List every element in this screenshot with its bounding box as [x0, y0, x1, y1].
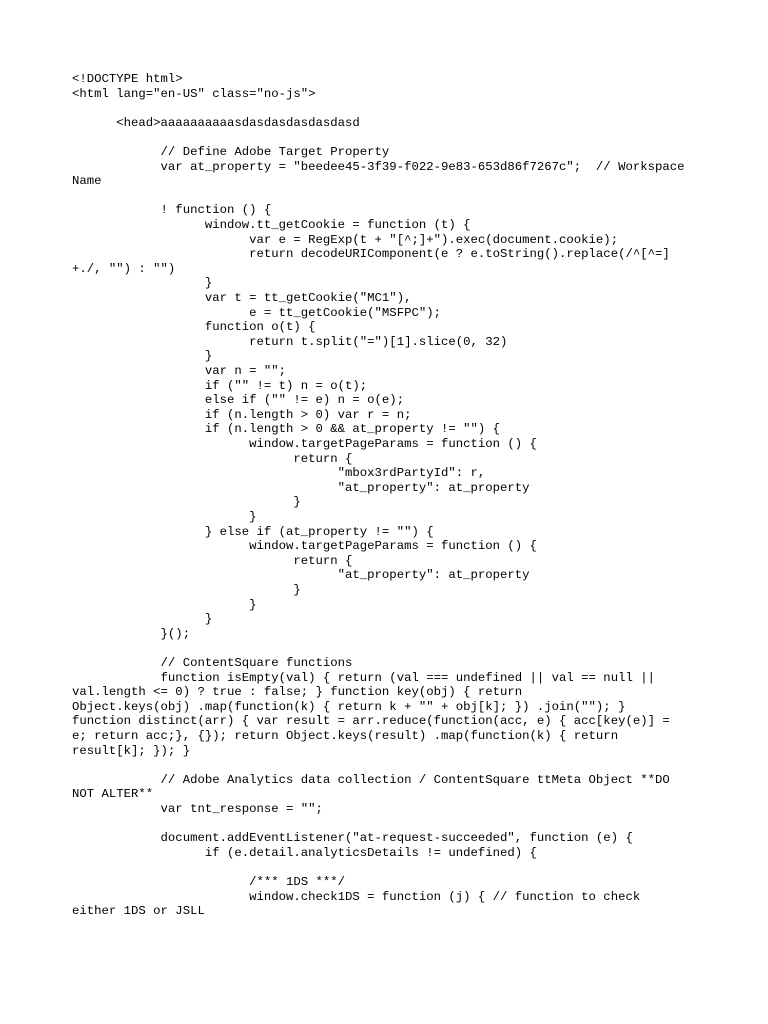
code-line: if (n.length > 0 && at_property != "") {: [72, 422, 501, 437]
code-line: var t = tt_getCookie("MC1"),: [72, 291, 412, 305]
code-line: }: [72, 612, 213, 627]
code-line: <!DOCTYPE html>: [72, 72, 183, 86]
code-line: var n = "";: [72, 364, 287, 378]
code-line: var e = RegExp(t + "[^;]+").exec(document.cookie);: [72, 232, 619, 247]
code-line: NOT ALTER**: [72, 787, 154, 802]
code-line: val.length <= 0) ? true : false; } function key(obj) { return: [72, 685, 523, 700]
code-line: document.addEventListener("at-request-succeeded", function (e) {: [72, 831, 633, 846]
code-line: e; return acc;}, {}); return Object.keys(result) .map(function(k) { return: [72, 729, 619, 743]
code-line: }();: [72, 626, 191, 641]
code-line: window.targetPageParams = function () {: [72, 539, 537, 554]
code-line: ! function () {: [72, 203, 272, 218]
code-line: }: [72, 510, 257, 524]
code-line: Name: [72, 174, 102, 189]
code-line: window.tt_getCookie = function (t) {: [72, 218, 471, 232]
code-line: // Define Adobe Target Property: [72, 145, 390, 159]
code-line: return t.split("=")[1].slice(0, 32): [72, 334, 508, 349]
code-line: }: [72, 495, 301, 510]
code-line: <head>aaaaaaaaaasdasdasdasdasdasd: [72, 115, 360, 130]
code-line: /*** 1DS ***/: [72, 875, 346, 889]
code-line: e = tt_getCookie("MSFPC");: [72, 305, 441, 320]
code-line: } else if (at_property != "") {: [72, 524, 434, 539]
code-line: "mbox3rdPartyId": r,: [72, 466, 486, 481]
code-line: }: [72, 597, 257, 612]
code-line: if ("" != t) n = o(t);: [72, 378, 368, 393]
code-line: }: [72, 349, 213, 364]
code-line: else if ("" != e) n = o(e);: [72, 393, 405, 408]
code-line: function distinct(arr) { var result = arr.reduce(function(acc, e) { acc[key(e)] =: [72, 714, 670, 729]
code-line: }: [72, 276, 213, 291]
code-line: var at_property = "beedee45-3f39-f022-9e83-653d86f7267c"; // Workspace: [72, 159, 685, 174]
code-line: window.check1DS = function (j) { // function to check: [72, 889, 641, 904]
code-line: // Adobe Analytics data collection / ContentSquare ttMeta Object **DO: [72, 772, 670, 787]
code-line: // ContentSquare functions: [72, 656, 353, 670]
code-line: if (n.length > 0) var r = n;: [72, 407, 412, 422]
code-line: if (e.detail.analyticsDetails != undefined) {: [72, 845, 537, 860]
code-line: return decodeURIComponent(e ? e.toString().replace(/^[^=]: [72, 247, 670, 262]
code-line: return {: [72, 451, 353, 466]
code-line: window.targetPageParams = function () {: [72, 437, 537, 451]
code-line: function o(t) {: [72, 320, 316, 335]
code-line: function isEmpty(val) { return (val === undefined || val == null ||: [72, 670, 655, 685]
code-line: var tnt_response = "";: [72, 802, 323, 816]
code-line: return {: [72, 553, 353, 568]
code-line: <html lang="en-US" class="no-js">: [72, 86, 316, 101]
code-line: "at_property": at_property: [72, 568, 530, 583]
code-line: }: [72, 583, 301, 597]
code-line: "at_property": at_property: [72, 480, 530, 495]
code-line: result[k]; }); }: [72, 743, 191, 758]
code-line: Object.keys(obj) .map(function(k) { return k + "" + obj[k]; }) .join(""); }: [72, 699, 626, 714]
code-line: either 1DS or JSLL: [72, 904, 205, 919]
code-line: +./, "") : ""): [72, 261, 176, 276]
